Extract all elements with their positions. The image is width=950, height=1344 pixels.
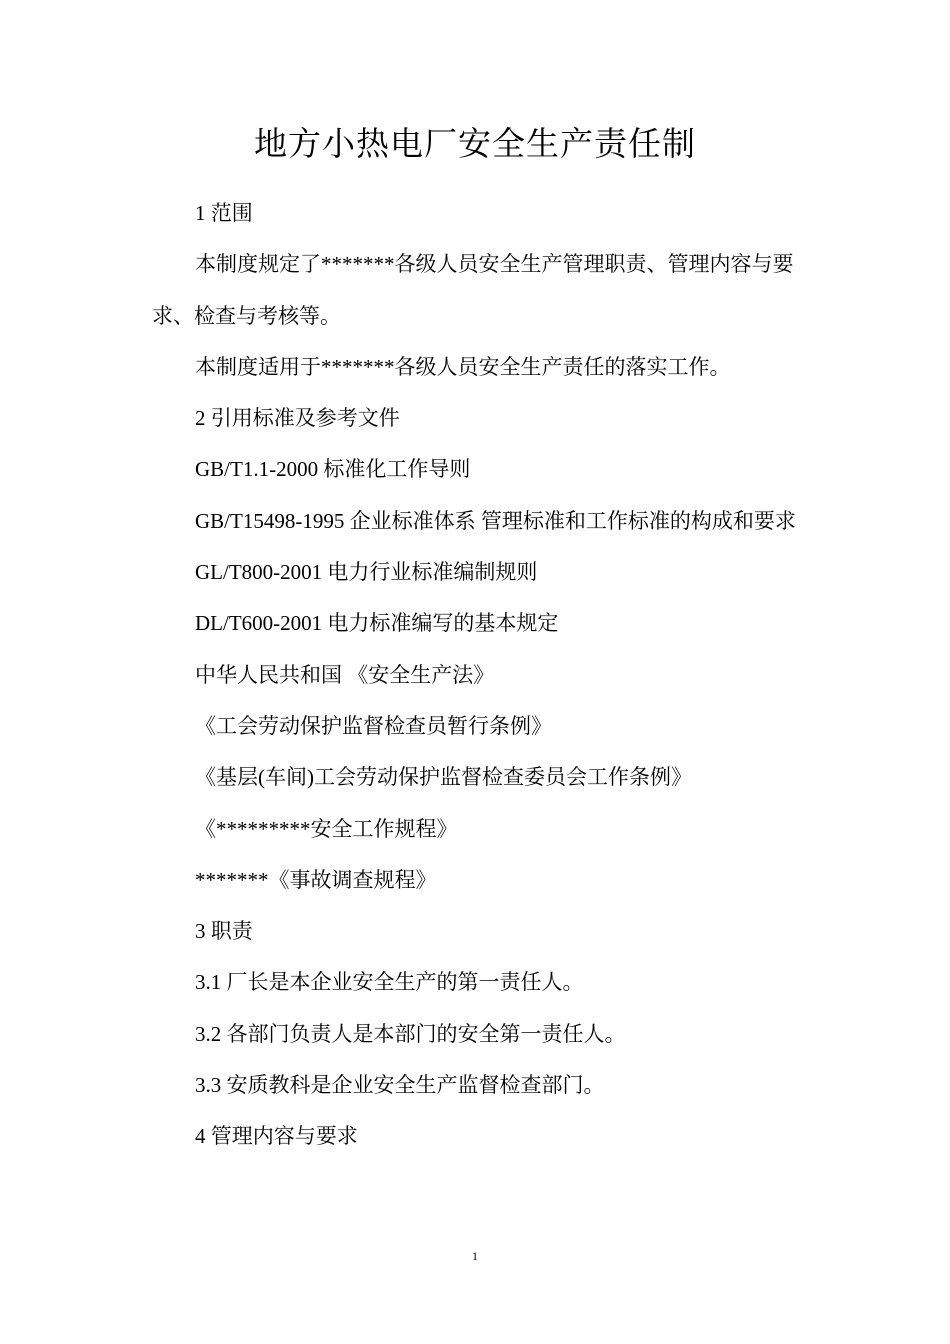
paragraph: 3.2 各部门负责人是本部门的安全第一责任人。 — [195, 1021, 626, 1046]
paragraph: 《*********安全工作规程》 — [195, 816, 458, 841]
paragraph: 1 范围 — [195, 201, 253, 225]
paragraph: 《工会劳动保护监督检查员暂行条例》 — [195, 713, 552, 738]
paragraph: GB/T15498-1995 企业标准体系 管理标准和工作标准的构成和要求 — [195, 508, 796, 533]
paragraph: 4 管理内容与要求 — [195, 1124, 358, 1149]
paragraph: 《基层(车间)工会劳动保护监督检查委员会工作条例》 — [195, 765, 692, 790]
paragraph: 本制度规定了*******各级人员安全生产管理职责、管理内容与要求、检查与考核等。 — [152, 252, 794, 328]
page-number: 1 — [472, 1249, 478, 1263]
paragraph: GB/T1.1-2000 标准化工作导则 — [195, 457, 471, 482]
paragraph: *******《事故调查规程》 — [195, 867, 437, 892]
document-body — [152, 188, 797, 1163]
paragraph: 中华人民共和国 《安全生产法》 — [195, 662, 495, 687]
paragraph: DL/T600-2001 电力标准编写的基本规定 — [195, 611, 559, 636]
paragraph: 3 职责 — [195, 919, 253, 944]
paragraph: 2 引用标准及参考文件 — [195, 406, 400, 431]
paragraph: GL/T800-2001 电力行业标准编制规则 — [195, 560, 538, 585]
paragraph: 3.3 安质教科是企业安全生产监督检查部门。 — [195, 1073, 605, 1098]
paragraph: 3.1 厂长是本企业安全生产的第一责任人。 — [195, 970, 584, 995]
document-title: 地方小热电厂安全生产责任制 — [254, 124, 696, 163]
paragraph: 本制度适用于*******各级人员安全生产责任的落实工作。 — [195, 354, 731, 379]
